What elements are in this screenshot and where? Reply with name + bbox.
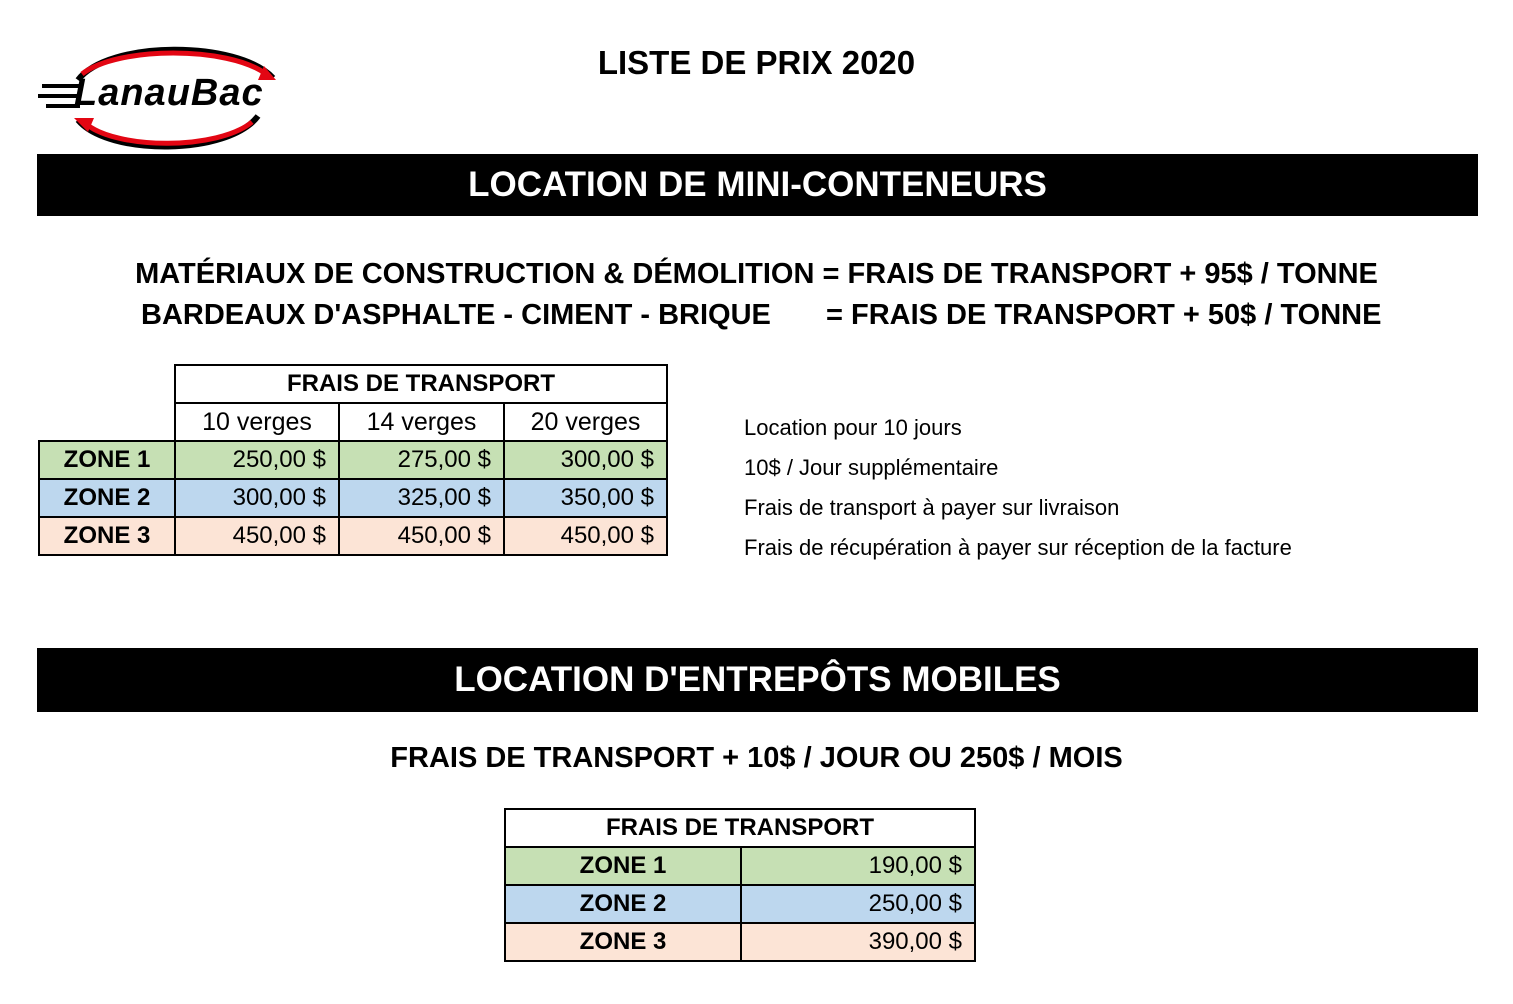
zone-label: ZONE 1 bbox=[505, 847, 741, 885]
price-cell: 300,00 $ bbox=[175, 479, 339, 517]
mini-container-price-table bbox=[38, 364, 668, 556]
price-cell: 325,00 $ bbox=[339, 479, 504, 517]
note-item: 10$ / Jour supplémentaire bbox=[744, 455, 999, 480]
price-cell: 275,00 $ bbox=[339, 441, 504, 479]
table-header: FRAIS DE TRANSPORT bbox=[505, 809, 975, 847]
table-row bbox=[39, 441, 667, 479]
price-cell: 300,00 $ bbox=[504, 441, 667, 479]
section-banner-mini-conteneurs: LOCATION DE MINI-CONTENEURS bbox=[37, 154, 1478, 216]
note-item: Location pour 10 jours bbox=[744, 415, 962, 440]
price-cell: 390,00 $ bbox=[741, 923, 975, 961]
price-cell: 450,00 $ bbox=[504, 517, 667, 555]
price-line-bardeaux-label: BARDEAUX D'ASPHALTE - CIMENT - BRIQUE bbox=[141, 299, 771, 331]
price-line-construction: MATÉRIAUX DE CONSTRUCTION & DÉMOLITION = FRAIS DE TRANSPORT + 95$ / TONNE bbox=[135, 258, 1378, 290]
zone-label: ZONE 2 bbox=[505, 885, 741, 923]
logo-text: LanauBac bbox=[74, 72, 264, 114]
price-cell: 450,00 $ bbox=[175, 517, 339, 555]
zone-label: ZONE 3 bbox=[39, 517, 175, 555]
price-line-bardeaux-value: = FRAIS DE TRANSPORT + 50$ / TONNE bbox=[826, 299, 1382, 331]
rental-notes bbox=[744, 412, 1292, 572]
price-cell: 450,00 $ bbox=[339, 517, 504, 555]
table-row bbox=[505, 885, 975, 923]
price-cell: 250,00 $ bbox=[175, 441, 339, 479]
table-row bbox=[39, 479, 667, 517]
price-cell: 190,00 $ bbox=[741, 847, 975, 885]
zone-label: ZONE 2 bbox=[39, 479, 175, 517]
column-header: 14 verges bbox=[339, 403, 504, 441]
price-cell: 250,00 $ bbox=[741, 885, 975, 923]
table-row bbox=[39, 517, 667, 555]
table-header: FRAIS DE TRANSPORT bbox=[175, 365, 667, 403]
zone-label: ZONE 1 bbox=[39, 441, 175, 479]
column-header: 10 verges bbox=[175, 403, 339, 441]
zone-label: ZONE 3 bbox=[505, 923, 741, 961]
mobile-storage-price-table bbox=[504, 808, 976, 962]
section-banner-entrepots-mobiles: LOCATION D'ENTREPÔTS MOBILES bbox=[37, 648, 1478, 712]
column-header: 20 verges bbox=[504, 403, 667, 441]
price-line-entrepots: FRAIS DE TRANSPORT + 10$ / JOUR OU 250$ / MOIS bbox=[390, 742, 1123, 774]
table-row bbox=[505, 923, 975, 961]
price-cell: 350,00 $ bbox=[504, 479, 667, 517]
note-item: Frais de récupération à payer sur réception de la facture bbox=[744, 535, 1292, 560]
note-item: Frais de transport à payer sur livraison bbox=[744, 495, 1120, 520]
table-row bbox=[505, 847, 975, 885]
page-title: LISTE DE PRIX 2020 bbox=[597, 44, 916, 81]
